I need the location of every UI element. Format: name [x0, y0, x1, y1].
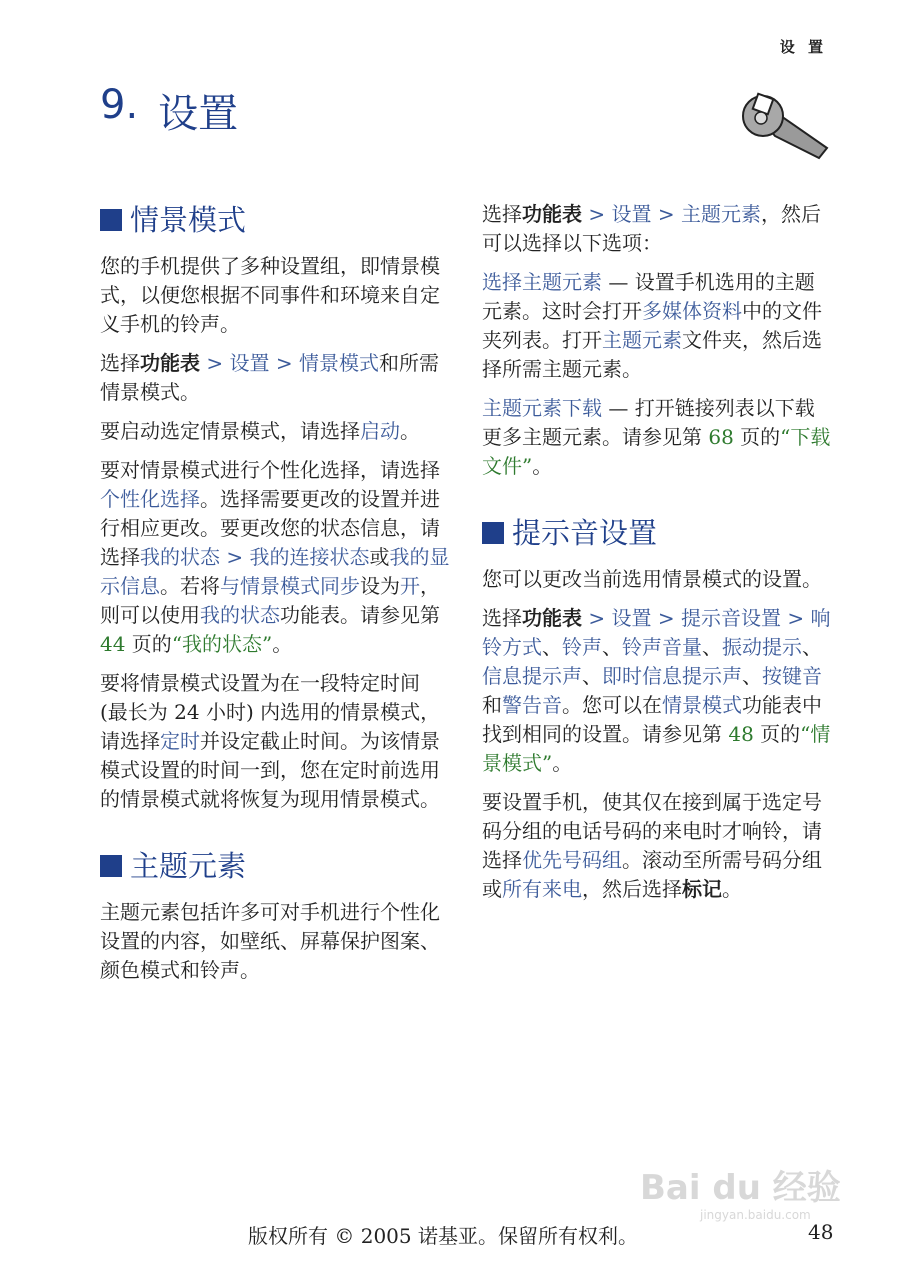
paragraph: 选择功能表 > 设置 > 主题元素，然后可以选择以下选项：	[482, 202, 821, 255]
wrench-icon	[735, 88, 831, 160]
running-header: 设 置	[779, 38, 827, 56]
page-number: 48	[808, 1220, 834, 1244]
paragraph: 要对情景模式进行个性化选择，请选择个性化选择。选择需要更改的设置并进行相应更改。要更改您的状态信息，请选择我的状态 > 我的连接状态或我的显示信息。若将与情景模式同步设为开，则可以使用我的状态功能表。请参见第 44 页的“我的状态”。	[100, 458, 450, 656]
right-column	[482, 200, 832, 914]
paragraph: 您可以更改当前选用情景模式的设置。	[482, 567, 822, 591]
section-heading-themes: 主题元素	[100, 846, 450, 886]
paragraph: 选择功能表 > 设置 > 提示音设置 > 响铃方式、铃声、铃声音量、振动提示、信息提示声、即时信息提示声、按键音和警告音。您可以在情景模式功能表中找到相同的设置。请参见第 48 页的“情景模式”。	[482, 606, 831, 775]
paragraph: 选择主题元素 — 设置手机选用的主题元素。这时会打开多媒体资料中的文件夹列表。打开主题元素文件夹，然后选择所需主题元素。	[482, 270, 822, 381]
paragraph: 主题元素下载 — 打开链接列表以下载更多主题元素。请参见第 68 页的“下载文件”。	[482, 396, 831, 478]
copyright-footer: 版权所有 © 2005 诺基亚。保留所有权利。	[248, 1224, 638, 1248]
paragraph: 主题元素包括许多可对手机进行个性化设置的内容，如壁纸、屏幕保护图案、颜色模式和铃声。	[100, 900, 440, 982]
paragraph: 您的手机提供了多种设置组，即情景模式，以便您根据不同事件和环境来自定义手机的铃声。	[100, 254, 440, 336]
baidu-watermark-url: jingyan.baidu.com	[700, 1208, 811, 1222]
chapter-heading	[100, 82, 238, 139]
left-column	[100, 200, 450, 995]
paragraph: 要将情景模式设置为在一段特定时间 (最长为 24 小时) 内选用的情景模式，请选择定时并设定截止时间。为该情景模式设置的时间一到，您在定时前选用的情景模式就将恢复为现用情景模式。	[100, 671, 441, 811]
paragraph: 要启动选定情景模式，请选择启动。	[100, 419, 420, 443]
section-heading-profiles: 情景模式	[100, 200, 450, 240]
baidu-watermark: Bai du 经验	[640, 1168, 841, 1208]
paragraph: 选择功能表 > 设置 > 情景模式和所需情景模式。	[100, 351, 439, 404]
paragraph: 要设置手机，使其仅在接到属于选定号码分组的电话号码的来电时才响铃，请选择优先号码组。滚动至所需号码分组或所有来电，然后选择标记。	[482, 790, 822, 901]
chapter-number: 9.	[100, 82, 139, 128]
section-heading-tones: 提示音设置	[482, 513, 832, 553]
chapter-title: 设置	[158, 91, 239, 137]
